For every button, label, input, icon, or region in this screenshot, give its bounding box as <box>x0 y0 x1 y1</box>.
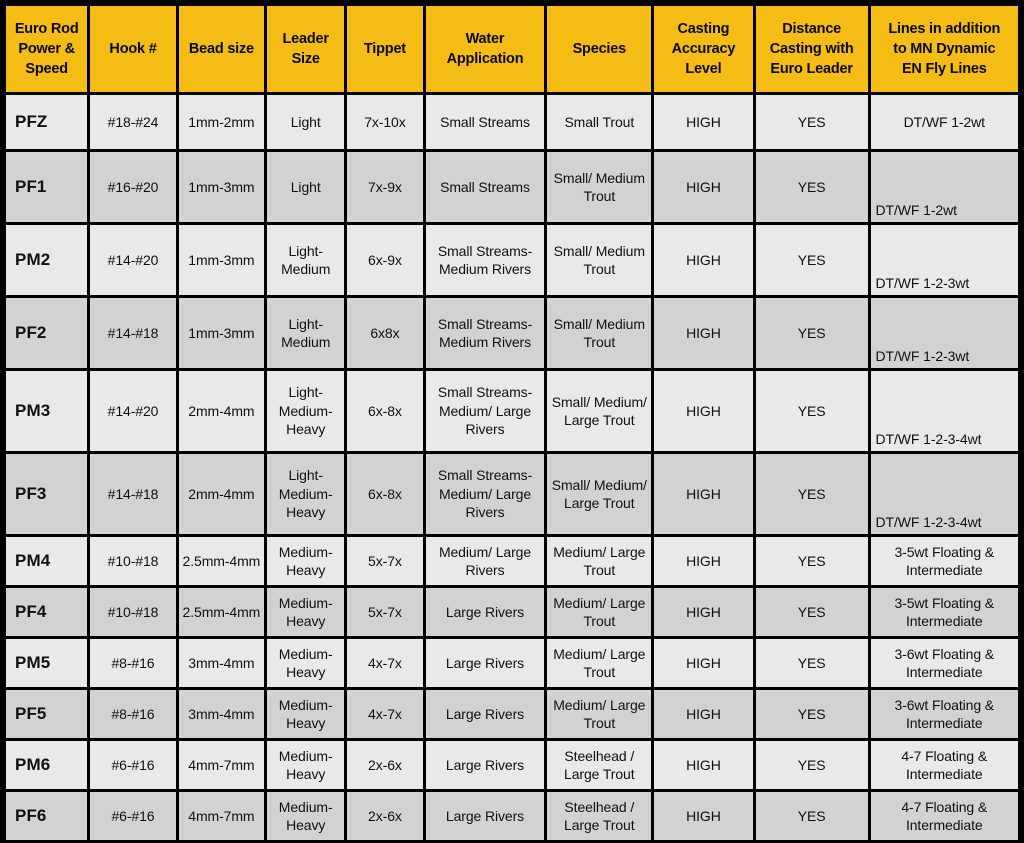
table-row <box>6 298 1018 368</box>
cell-casting-accuracy: HIGH <box>654 690 753 738</box>
cell-tippet: 6x-8x <box>347 371 422 451</box>
cell-tippet: 7x-9x <box>347 152 422 222</box>
table-row <box>6 588 1018 636</box>
cell-water-application: Small Streams- Medium Rivers <box>426 225 545 295</box>
cell-tippet: 6x-8x <box>347 454 422 534</box>
cell-lines-in-addition: 3-5wt Floating & Intermediate <box>871 588 1018 636</box>
cell-water-application: Large Rivers <box>426 792 545 840</box>
cell-lines-in-addition: 3-6wt Floating & Intermediate <box>871 690 1018 738</box>
cell-tippet: 2x-6x <box>347 792 422 840</box>
cell-casting-accuracy: HIGH <box>654 371 753 451</box>
cell-hook-number: #10-#18 <box>90 588 175 636</box>
cell-tippet: 5x-7x <box>347 588 422 636</box>
table-header <box>6 6 1018 92</box>
cell-distance-casting: YES <box>756 537 868 585</box>
table-body <box>6 95 1018 840</box>
cell-rod-name: PF1 <box>6 152 87 222</box>
cell-species: Small/ Medium/ Large Trout <box>547 454 651 534</box>
cell-rod-name: PM6 <box>6 741 87 789</box>
cell-species: Steelhead / Large Trout <box>547 792 651 840</box>
cell-hook-number: #8-#16 <box>90 690 175 738</box>
cell-bead-size: 3mm-4mm <box>179 690 264 738</box>
table-row <box>6 741 1018 789</box>
column-header-species: Species <box>547 6 651 92</box>
cell-water-application: Large Rivers <box>426 690 545 738</box>
column-header-distance-casting: Distance Casting with Euro Leader <box>756 6 868 92</box>
cell-casting-accuracy: HIGH <box>654 152 753 222</box>
cell-bead-size: 2.5mm-4mm <box>179 537 264 585</box>
cell-water-application: Small Streams <box>426 152 545 222</box>
cell-species: Medium/ Large Trout <box>547 588 651 636</box>
cell-distance-casting: YES <box>756 152 868 222</box>
cell-leader-size: Light <box>267 152 344 222</box>
cell-lines-in-addition: DT/WF 1-2-3-4wt <box>871 454 1018 534</box>
cell-tippet: 7x-10x <box>347 95 422 149</box>
column-header-euro-rod-power-speed: Euro Rod Power & Speed <box>6 6 87 92</box>
cell-bead-size: 1mm-2mm <box>179 95 264 149</box>
cell-casting-accuracy: HIGH <box>654 588 753 636</box>
column-header-lines-in-addition: Lines in addition to MN Dynamic EN Fly Lines <box>871 6 1018 92</box>
table-row <box>6 95 1018 149</box>
cell-distance-casting: YES <box>756 454 868 534</box>
cell-hook-number: #14-#20 <box>90 225 175 295</box>
cell-distance-casting: YES <box>756 95 868 149</box>
cell-water-application: Small Streams- Medium/ Large Rivers <box>426 454 545 534</box>
cell-casting-accuracy: HIGH <box>654 225 753 295</box>
column-header-hook-number: Hook # <box>90 6 175 92</box>
cell-rod-name: PM2 <box>6 225 87 295</box>
cell-casting-accuracy: HIGH <box>654 95 753 149</box>
cell-tippet: 6x-9x <box>347 225 422 295</box>
cell-leader-size: Medium-Heavy <box>267 588 344 636</box>
cell-distance-casting: YES <box>756 225 868 295</box>
table-row <box>6 371 1018 451</box>
cell-lines-in-addition: DT/WF 1-2wt <box>871 152 1018 222</box>
cell-species: Medium/ Large Trout <box>547 639 651 687</box>
cell-leader-size: Medium-Heavy <box>267 792 344 840</box>
cell-hook-number: #10-#18 <box>90 537 175 585</box>
cell-bead-size: 1mm-3mm <box>179 152 264 222</box>
cell-distance-casting: YES <box>756 741 868 789</box>
cell-hook-number: #18-#24 <box>90 95 175 149</box>
cell-rod-name: PM3 <box>6 371 87 451</box>
table-row <box>6 225 1018 295</box>
cell-tippet: 6x8x <box>347 298 422 368</box>
cell-hook-number: #6-#16 <box>90 741 175 789</box>
cell-leader-size: Light-Medium <box>267 225 344 295</box>
cell-species: Small/ Medium Trout <box>547 298 651 368</box>
cell-hook-number: #8-#16 <box>90 639 175 687</box>
cell-leader-size: Light <box>267 95 344 149</box>
table-row <box>6 454 1018 534</box>
cell-casting-accuracy: HIGH <box>654 741 753 789</box>
cell-water-application: Large Rivers <box>426 741 545 789</box>
cell-leader-size: Medium-Heavy <box>267 690 344 738</box>
cell-rod-name: PF4 <box>6 588 87 636</box>
cell-water-application: Medium/ Large Rivers <box>426 537 545 585</box>
column-header-casting-accuracy-level: Casting Accuracy Level <box>654 6 753 92</box>
cell-distance-casting: YES <box>756 792 868 840</box>
cell-lines-in-addition: DT/WF 1-2wt <box>871 95 1018 149</box>
cell-water-application: Small Streams <box>426 95 545 149</box>
cell-species: Medium/ Large Trout <box>547 690 651 738</box>
cell-distance-casting: YES <box>756 371 868 451</box>
table-row <box>6 537 1018 585</box>
cell-bead-size: 3mm-4mm <box>179 639 264 687</box>
cell-leader-size: Light-Medium-Heavy <box>267 454 344 534</box>
cell-bead-size: 4mm-7mm <box>179 741 264 789</box>
cell-tippet: 2x-6x <box>347 741 422 789</box>
header-row <box>6 6 1018 92</box>
rod-selection-table <box>3 3 1021 843</box>
cell-distance-casting: YES <box>756 639 868 687</box>
cell-bead-size: 2mm-4mm <box>179 454 264 534</box>
cell-water-application: Small Streams- Medium/ Large Rivers <box>426 371 545 451</box>
column-header-water-application: Water Application <box>426 6 545 92</box>
cell-rod-name: PM5 <box>6 639 87 687</box>
cell-bead-size: 1mm-3mm <box>179 225 264 295</box>
cell-water-application: Large Rivers <box>426 639 545 687</box>
cell-species: Steelhead / Large Trout <box>547 741 651 789</box>
table-row <box>6 639 1018 687</box>
cell-distance-casting: YES <box>756 588 868 636</box>
cell-casting-accuracy: HIGH <box>654 454 753 534</box>
cell-tippet: 4x-7x <box>347 690 422 738</box>
cell-tippet: 5x-7x <box>347 537 422 585</box>
cell-lines-in-addition: 4-7 Floating & Intermediate <box>871 792 1018 840</box>
cell-casting-accuracy: HIGH <box>654 537 753 585</box>
cell-leader-size: Medium-Heavy <box>267 537 344 585</box>
cell-lines-in-addition: 3-5wt Floating & Intermediate <box>871 537 1018 585</box>
cell-hook-number: #14-#18 <box>90 298 175 368</box>
cell-leader-size: Medium-Heavy <box>267 639 344 687</box>
cell-bead-size: 2.5mm-4mm <box>179 588 264 636</box>
cell-species: Small/ Medium Trout <box>547 225 651 295</box>
cell-tippet: 4x-7x <box>347 639 422 687</box>
cell-species: Small Trout <box>547 95 651 149</box>
cell-species: Small/ Medium Trout <box>547 152 651 222</box>
cell-lines-in-addition: 3-6wt Floating & Intermediate <box>871 639 1018 687</box>
table-row <box>6 792 1018 840</box>
cell-water-application: Small Streams- Medium Rivers <box>426 298 545 368</box>
cell-distance-casting: YES <box>756 690 868 738</box>
cell-lines-in-addition: DT/WF 1-2-3wt <box>871 225 1018 295</box>
table-row <box>6 690 1018 738</box>
cell-lines-in-addition: DT/WF 1-2-3-4wt <box>871 371 1018 451</box>
cell-hook-number: #16-#20 <box>90 152 175 222</box>
cell-water-application: Large Rivers <box>426 588 545 636</box>
cell-leader-size: Light-Medium-Heavy <box>267 371 344 451</box>
cell-casting-accuracy: HIGH <box>654 639 753 687</box>
cell-species: Medium/ Large Trout <box>547 537 651 585</box>
cell-rod-name: PFZ <box>6 95 87 149</box>
cell-lines-in-addition: DT/WF 1-2-3wt <box>871 298 1018 368</box>
cell-rod-name: PF3 <box>6 454 87 534</box>
column-header-tippet: Tippet <box>347 6 422 92</box>
cell-hook-number: #14-#20 <box>90 371 175 451</box>
cell-rod-name: PM4 <box>6 537 87 585</box>
cell-distance-casting: YES <box>756 298 868 368</box>
cell-casting-accuracy: HIGH <box>654 298 753 368</box>
cell-bead-size: 2mm-4mm <box>179 371 264 451</box>
cell-leader-size: Medium-Heavy <box>267 741 344 789</box>
cell-lines-in-addition: 4-7 Floating & Intermediate <box>871 741 1018 789</box>
cell-hook-number: #6-#16 <box>90 792 175 840</box>
cell-bead-size: 4mm-7mm <box>179 792 264 840</box>
cell-rod-name: PF2 <box>6 298 87 368</box>
cell-rod-name: PF6 <box>6 792 87 840</box>
table-row <box>6 152 1018 222</box>
cell-rod-name: PF5 <box>6 690 87 738</box>
cell-bead-size: 1mm-3mm <box>179 298 264 368</box>
cell-leader-size: Light-Medium <box>267 298 344 368</box>
cell-species: Small/ Medium/ Large Trout <box>547 371 651 451</box>
column-header-bead-size: Bead size <box>179 6 264 92</box>
cell-hook-number: #14-#18 <box>90 454 175 534</box>
cell-casting-accuracy: HIGH <box>654 792 753 840</box>
column-header-leader-size: Leader Size <box>267 6 344 92</box>
